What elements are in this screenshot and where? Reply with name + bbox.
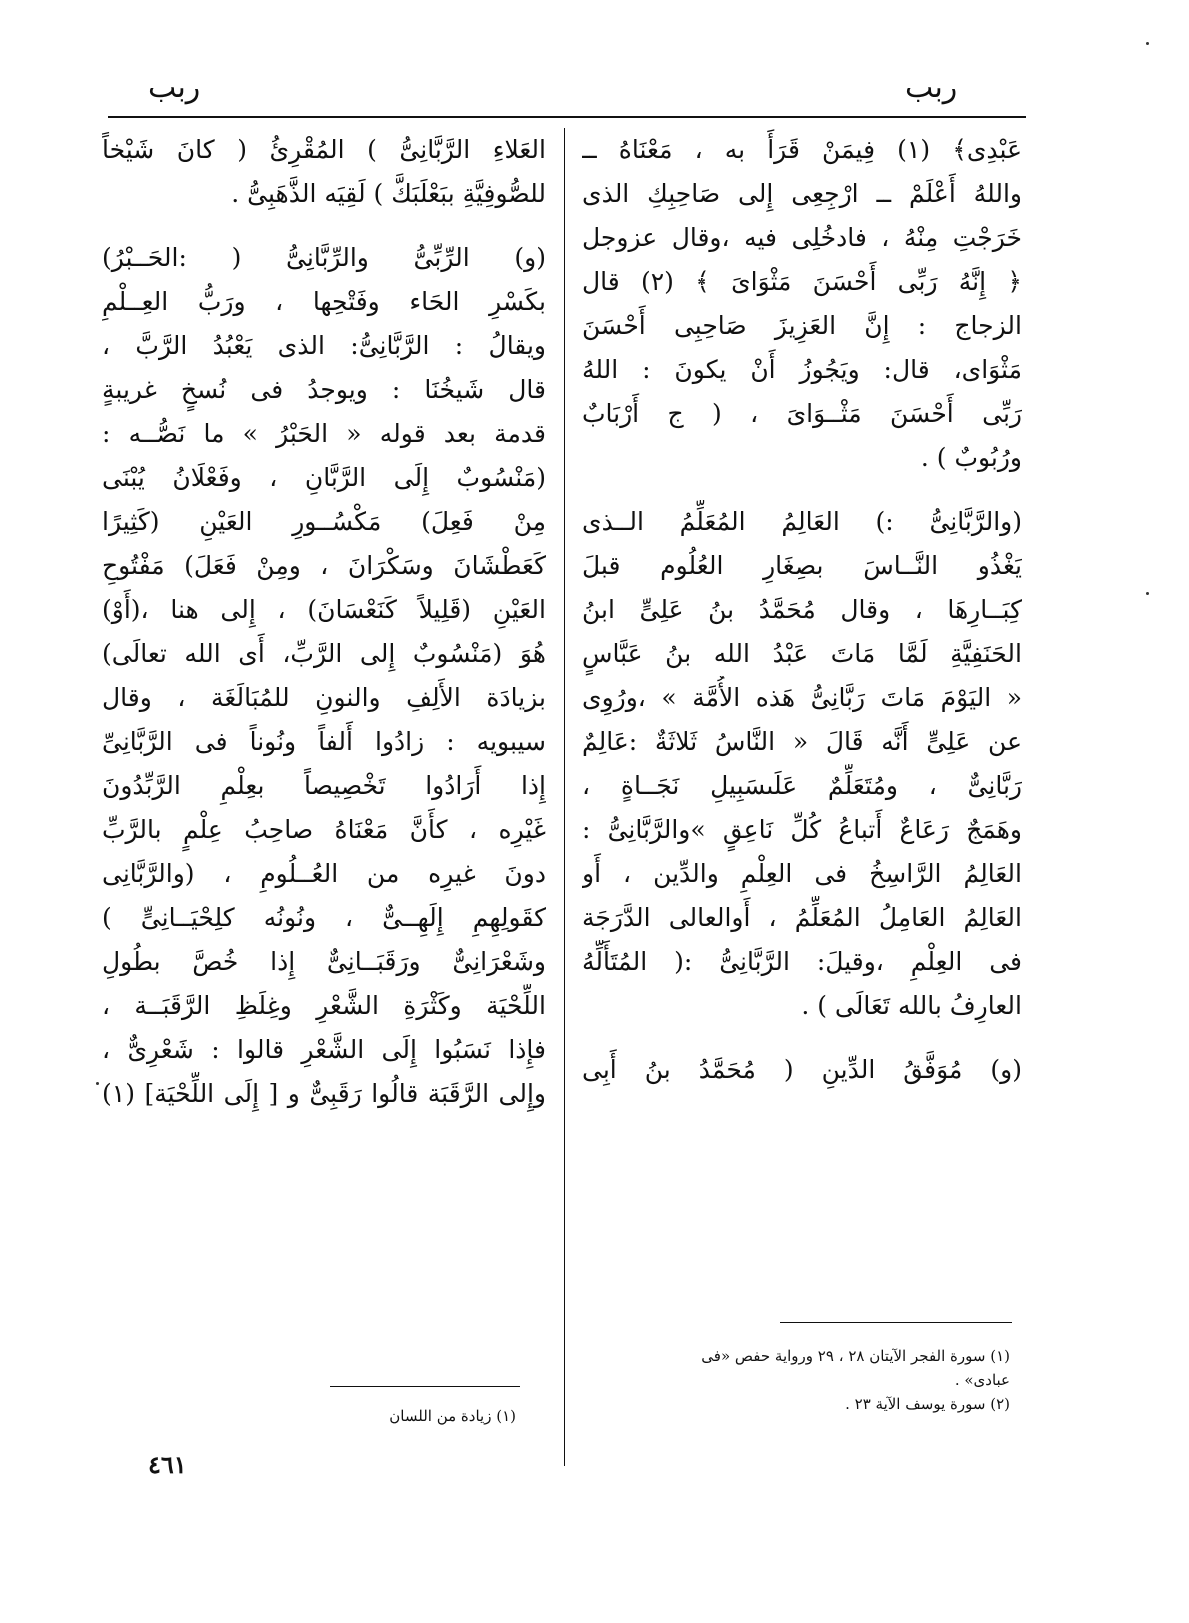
- text-line: ورُبُوبٌ ) .: [920, 443, 1022, 472]
- text-line: يَغْذُو النَّــاسَ بصِغَارِ العُلُوم قبلَ: [582, 551, 1022, 580]
- text-line: إِذا أَرَادُوا تَخْصِيصاً بعِلْمِ الرَّبِّدُونَ: [102, 771, 546, 800]
- text-line: مَثْوَاى، قال: ويَجُوزُ أَنْ يكونَ : اللهُ: [582, 355, 1022, 384]
- text-line: عَبْدِى﴾ (١) فِيمَنْ قَرَأَ به ، مَعْنَاهُ ــ: [582, 135, 1022, 164]
- text-line: رَبِّى أَحْسَنَ مَثْــوَاىَ ، ( ج أَرْبَابٌ: [582, 399, 1022, 428]
- text-line: العارِفُ بالله تَعَالَى ) .: [801, 991, 1022, 1020]
- scan-speck: [96, 1082, 99, 1085]
- footnote-rule-right: [780, 1322, 1012, 1323]
- text-line: للصُّوفِيَّةِ ببَعْلَبَكَّ ) لَقِيَه الذَّهَبِىُّ .: [231, 179, 546, 208]
- text-line: رَبَّانِىٌّ ، ومُتَعَلِّمٌ عَلَىسَبِيلِ نَجَــاةٍ ،: [582, 771, 1022, 800]
- text-line: قال شَيخُنَا : ويوجدُ فى نُسخٍ غريبةٍ: [102, 375, 546, 404]
- paragraph-gap: [102, 216, 546, 236]
- text-line: قدمة بعد قوله « الحَبْرُ » ما نَصُّــه :: [102, 419, 546, 448]
- scan-speck: [1146, 42, 1149, 45]
- text-line: العَلاءِ الرَّبَّانِىُّ ) المُقْرِئُ ( كانَ شَيْخاً: [102, 135, 546, 164]
- footnote: (١) زيادة من اللسان: [389, 1407, 516, 1425]
- text-line: عن عَلِىٍّ أَنَّه قَالَ « النَّاسُ ثَلاثَةٌ :عَالِمٌ: [582, 727, 1022, 756]
- footnote-rule-left: [330, 1386, 520, 1387]
- text-line: سيبويه : زادُوا أَلفاً ونُوناً فى الرَّبَّانِىِّ: [102, 727, 546, 756]
- text-line: بزيادَة الأَلِفِ والنونِ للمُبَالَغَة ، وقال: [102, 683, 546, 712]
- text-line: ويقالُ : الرَّبَّانِىُّ: الذى يَعْبُدُ الرَّبَّ ،: [102, 331, 546, 360]
- text-line: وشَعْرَانِىٌّ ورَقَبَــانِىٌّ إِذا خُصَّ بطُولِ: [102, 947, 546, 976]
- page-number: ٤٦١: [148, 1450, 187, 1479]
- text-line: كقَولِهِمِ إِلَهِــىٌّ ، ونُونُه كلِحْيَــانِىٍّ ): [102, 903, 546, 932]
- text-line: وإِلى الرَّقَبَة قالُوا رَقَبِىٌّ و [ إِلَى اللِّحْيَة] (١): [102, 1079, 546, 1108]
- paragraph-gap: [582, 1028, 1022, 1048]
- text-line: هُوَ (مَنْسُوبٌ إِلى الرَّبِّ، أَى الله تعالَى): [102, 639, 546, 668]
- header-rule: [108, 116, 1026, 118]
- text-line: مِنْ فَعِلَ) مَكْسُــورِ العَيْنِ (كَثِيرًا: [102, 507, 546, 536]
- text-line: وهَمَجٌ رَعَاعٌ أَتباعُ كُلِّ نَاعِقٍ »والرَّبَّانِىُّ :: [582, 815, 1022, 844]
- running-header-left: ربب: [148, 70, 201, 105]
- text-line: (مَنْسُوبٌ إِلَى الرَّبَّانِ ، وفَعْلَانُ يُبْنَى: [102, 463, 546, 492]
- text-line: اللِّحْيَة وكَثْرَةِ الشَّعْرِ وغِلَظِ الرَّقَبَــة ،: [102, 991, 546, 1020]
- text-line: دونَ غيرِه من العُــلُومِ ، (والرَّبَّانِى: [102, 859, 546, 888]
- text-line: (والرَّبَّانِىُّ :) العَالِمُ المُعَلِّمُ الــذى: [582, 507, 1022, 536]
- text-line: (و) مُوَفَّقُ الدِّينِ ( مُحَمَّدُ بنُ أَبِى: [582, 1055, 1022, 1084]
- text-line: كَعَطْشَانَ وسَكْرَانَ ، ومِنْ فَعَلَ) مَفْتُوحِ: [102, 551, 546, 580]
- footnote: (١) سورة الفجر الآيتان ٢٨ ، ٢٩ ورواية حفص «فى: [701, 1347, 1010, 1365]
- text-line: فإِذا نَسَبُوا إِلَى الشَّعْرِ قالوا : شَعْرِىٌّ ،: [102, 1035, 546, 1064]
- text-line: العَالِمُ الرَّاسِخُ فى العِلْمِ والدِّين ، أَو: [582, 859, 1022, 888]
- text-line: العَيْنِ (قَلِيلاً كَنَعْسَانَ) ، إِلى هنا ،(أَوْ): [102, 595, 546, 624]
- text-line: الزجاج : إِنَّ العَزِيزَ صَاحِبِى أَحْسَنَ: [582, 311, 1022, 340]
- text-line: بكَسْرِ الحَاء وفَتْحِها ، ورَبُّ العِــلْمِ: [102, 287, 546, 316]
- left-column: [102, 128, 546, 1116]
- running-header-right: ربب: [905, 70, 958, 105]
- footnote: (٢) سورة يوسف الآية ٢٣ .: [845, 1395, 1010, 1413]
- text-line: الحَنَفِيَّةِ لَمَّا مَاتَ عَبْدُ الله بنُ عَبَّاسٍ: [582, 639, 1022, 668]
- footnotes-left: [300, 1404, 516, 1428]
- footnotes-right: [701, 1344, 1010, 1416]
- text-line: واللهُ أَعْلَمْ ــ ارْجِعِى إِلى صَاحِبِكِ الذى: [582, 179, 1022, 208]
- text-line: العَالِمُ العَامِلُ المُعَلِّمُ ، أَوالعالى الدَّرَجَة: [582, 903, 1022, 932]
- text-line: فى العِلْمِ ،وقيلَ: الرَّبَّانِىُّ :( المُتَأَلِّهُ: [582, 947, 1022, 976]
- text-line: كِبَــارِهَا ، وقال مُحَمَّدُ بنُ عَلِىٍّ ابنُ: [582, 595, 1022, 624]
- right-column: [582, 128, 1022, 1092]
- text-line: « اليَوْمَ مَاتَ رَبَّانِىُّ هَذه الأُمَّة » ،ورُوِى: [582, 683, 1022, 712]
- footnote: عبادى» .: [954, 1371, 1010, 1389]
- column-divider: [564, 128, 565, 1466]
- text-line: (و) الرِّبِّىُّ والرِّبَّانِىُّ ( :الحَــبْرُ): [102, 243, 546, 272]
- text-line: خَرَجْتِ مِنْهُ ، فادخُلِى فيه ،وقال عزوجل: [582, 223, 1022, 252]
- paragraph-gap: [582, 480, 1022, 500]
- text-line: غَيْرِه ، كأَنَّ مَعْنَاهُ صاحِبُ عِلْمٍ بالرَّبِّ: [102, 815, 546, 844]
- scan-speck: [1146, 592, 1149, 595]
- text-line: ﴿ إِنَّهُ رَبِّى أَحْسَنَ مَثْوَاىَ ﴾ (٢) قال: [582, 267, 1022, 296]
